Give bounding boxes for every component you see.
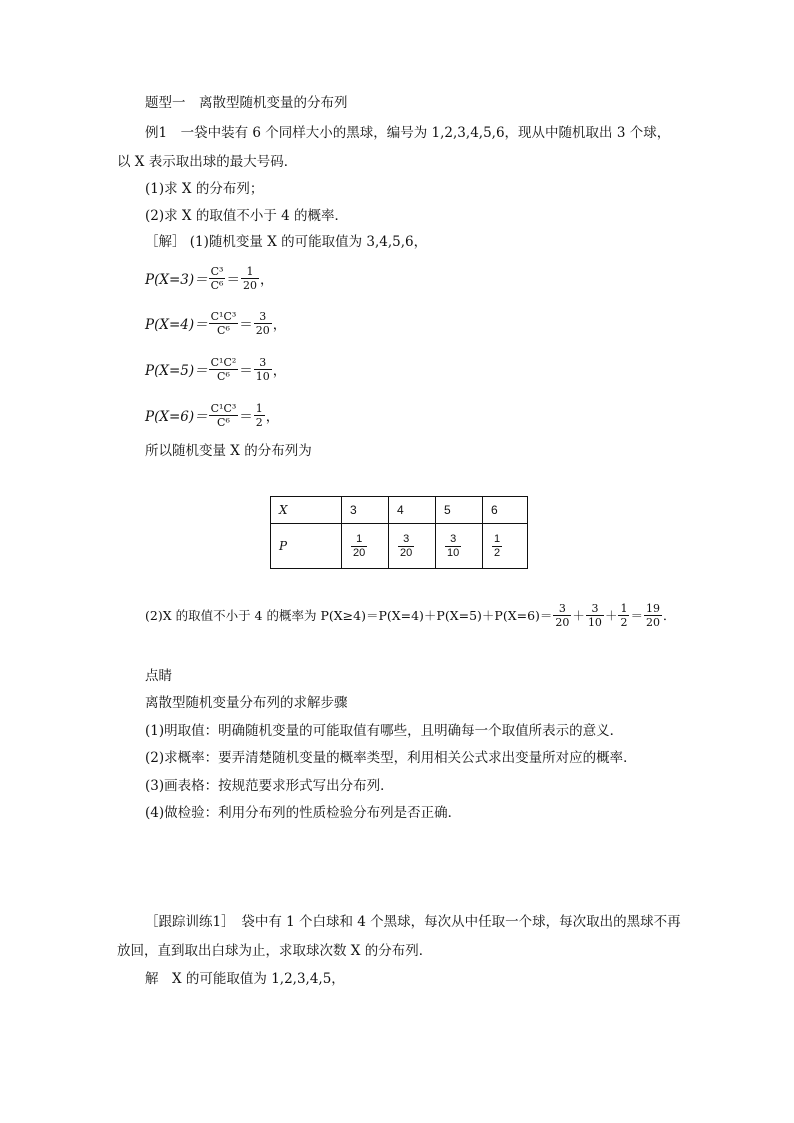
fraction: $\frac{19}{20}$ — [645, 601, 660, 629]
section-heading: 题型一 离散型随机变量的分布列 — [145, 95, 348, 111]
x-value-cell: 5 — [436, 497, 483, 524]
example-line-2: 以 X 表示取出球的最大号码． — [117, 154, 298, 170]
distribution-table — [270, 496, 528, 569]
solution-intro: ［解］ (1)随机变量 X 的可能取值为 3,4,5,6， — [145, 234, 428, 250]
p-value-cell: $\frac{3}{20}$ — [389, 524, 436, 569]
fraction: $\frac{3}{10}$ — [587, 601, 602, 629]
table-row — [271, 524, 528, 569]
tip-step: (3)画表格：按规范要求形式写出分布列． — [145, 778, 394, 794]
tip-step: (2)求概率：要弄清楚随机变量的概率类型，利用相关公式求出变量所对应的概率． — [145, 750, 637, 766]
x-value-cell: 4 — [389, 497, 436, 524]
combination-fraction: $\frac{\text{C¹C³}}{\text{C⁶}}$ — [210, 309, 237, 337]
equation-row: P(X=6)＝ $\frac{\text{C¹C³}}{\text{C⁶}}$ ＝ $\frac{1}{2}$ ， — [145, 401, 280, 429]
tip-subtitle: 离散型随机变量分布列的求解步骤 — [145, 695, 348, 711]
question-1: (1)求 X 的分布列； — [145, 181, 264, 197]
equation-lhs: P(X=6)＝ — [145, 409, 208, 425]
exercise-solution: 解 X 的可能取值为 1,2,3,4,5， — [145, 971, 345, 987]
equation-row: P(X=3)＝ $\frac{\text{C³}}{\text{C⁶}}$ ＝ $\frac{1}{20}$ ， — [145, 264, 274, 292]
fraction: $\frac{1}{2}$ — [620, 601, 628, 629]
p-value-cell: $\frac{1}{20}$ — [342, 524, 389, 569]
tip-step: (4)做检验：利用分布列的性质检验分布列是否正确． — [145, 805, 462, 821]
exercise-line-2: 放回，直到取出白球为止，求取球次数 X 的分布列． — [117, 943, 433, 959]
tip-step: (1)明取值：明确随机变量的可能取值有哪些，且明确每一个取值所表示的意义． — [145, 723, 624, 739]
x-label-cell: X — [271, 497, 342, 524]
result-fraction: $\frac{3}{20}$ — [255, 309, 270, 337]
x-value-cell: 6 — [483, 497, 528, 524]
p-value-cell: $\frac{1}{2}$ — [483, 524, 528, 569]
equation-lhs: P(X=3)＝ — [145, 272, 208, 288]
result-fraction: $\frac{3}{10}$ — [255, 355, 270, 383]
equation-lhs: P(X=5)＝ — [145, 363, 208, 379]
combination-fraction: $\frac{\text{C¹C²}}{\text{C⁶}}$ — [210, 355, 237, 383]
part2-equation: (2)X 的取值不小于 4 的概率为 P(X≥4)＝P(X=4)＋P(X=5)＋P(X=6)＝ $\frac{3}{20}$ ＋ $\frac{3}{10}$ ＋ $\frac{1}{2}$ ＝ $\frac{19}{20}$ ． — [145, 601, 676, 629]
combination-fraction: $\frac{\text{C¹C³}}{\text{C⁶}}$ — [210, 401, 237, 429]
fraction: $\frac{3}{20}$ — [555, 601, 570, 629]
distribution-intro: 所以随机变量 X 的分布列为 — [145, 443, 312, 459]
table-row — [271, 497, 528, 524]
exercise-line-1: ［跟踪训练1］ 袋中有 1 个白球和 4 个黑球，每次从中任取一个球，每次取出的黑球不再 — [145, 914, 681, 930]
equation-row: P(X=4)＝ $\frac{\text{C¹C³}}{\text{C⁶}}$ ＝ $\frac{3}{20}$ ， — [145, 309, 287, 337]
result-fraction: $\frac{1}{20}$ — [242, 264, 257, 292]
example-line-1: 例1 一袋中装有 6 个同样大小的黑球，编号为 1,2,3,4,5,6，现从中随机取出 3 个球， — [145, 125, 671, 141]
p-value-cell: $\frac{3}{10}$ — [436, 524, 483, 569]
x-value-cell: 3 — [342, 497, 389, 524]
combination-fraction: $\frac{\text{C³}}{\text{C⁶}}$ — [210, 264, 224, 292]
tip-title: 点睛 — [145, 668, 172, 684]
part2-text: (2)X 的取值不小于 4 的概率为 P(X≥4)＝P(X=4)＋P(X=5)＋P(X=6)＝ — [145, 608, 553, 623]
result-fraction: $\frac{1}{2}$ — [255, 401, 263, 429]
equation-lhs: P(X=4)＝ — [145, 317, 208, 333]
question-2: (2)求 X 的取值不小于 4 的概率． — [145, 208, 348, 224]
equation-row: P(X=5)＝ $\frac{\text{C¹C²}}{\text{C⁶}}$ ＝ $\frac{3}{10}$ ， — [145, 355, 287, 383]
p-label-cell: P — [271, 524, 342, 569]
